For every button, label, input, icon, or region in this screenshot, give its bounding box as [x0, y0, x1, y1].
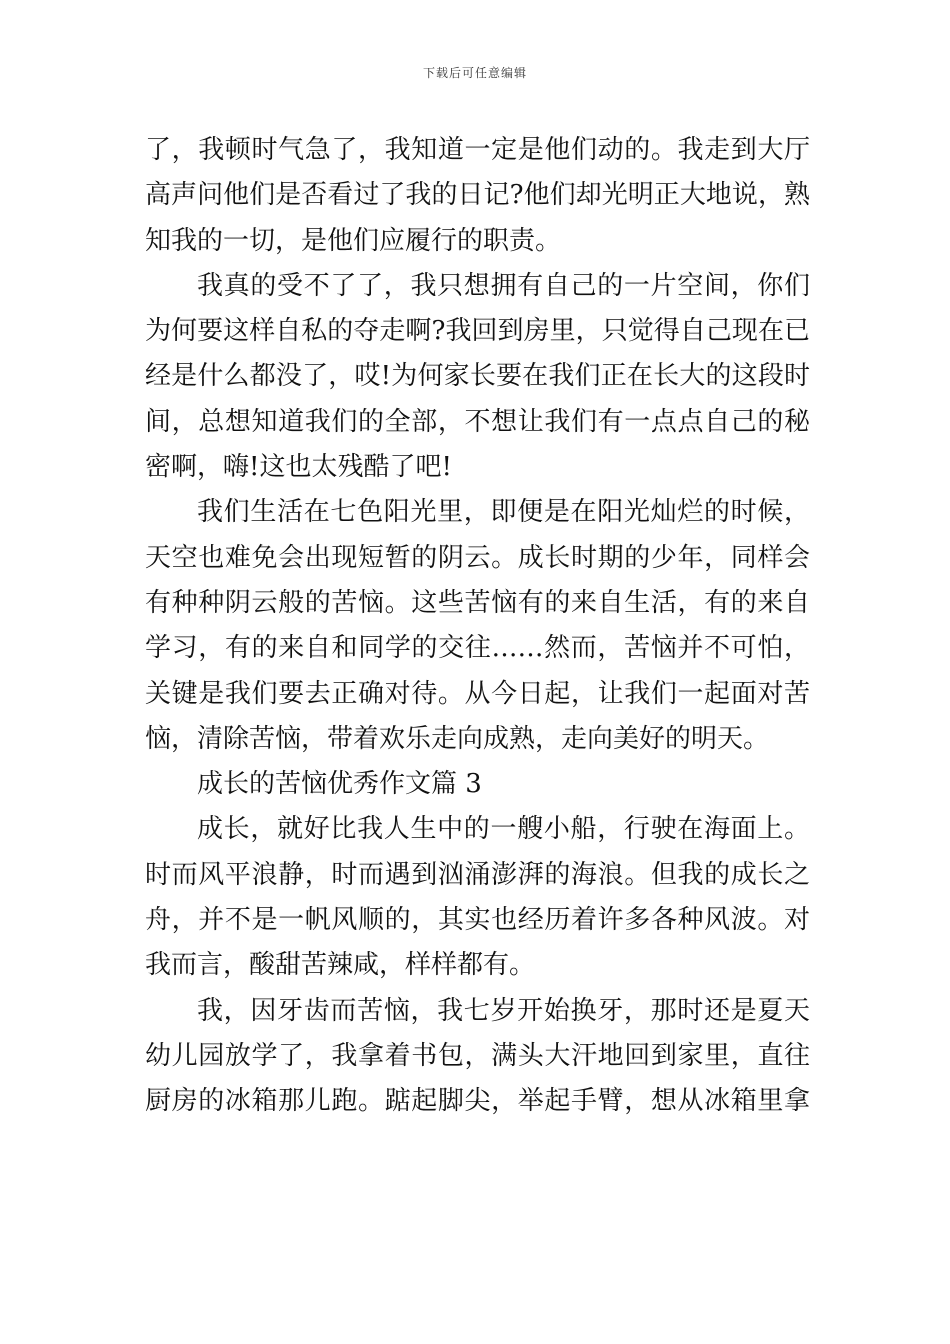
text-line: 学习，有的来自和同学的交往……然而，苦恼并不可怕，	[145, 633, 810, 664]
essay-body	[145, 128, 810, 1125]
text-line: 成长，就好比我人生中的一艘小船，行驶在海面上。	[197, 814, 810, 845]
text-line: 我而言，酸甜苦辣咸，样样都有。	[145, 950, 536, 981]
text-line: 幼儿园放学了，我拿着书包，满头大汗地回到家里，直往	[145, 1040, 810, 1071]
text-line: 高声问他们是否看过了我的日记?他们却光明正大地说，熟	[145, 180, 810, 211]
section-heading: 成长的苦恼优秀作文篇 3	[197, 769, 482, 800]
text-line: 我真的受不了了，我只想拥有自己的一片空间，你们	[197, 270, 810, 301]
text-line: 我们生活在七色阳光里，即便是在阳光灿烂的时候，	[197, 497, 810, 528]
text-line: 经是什么都没了，哎!为何家长要在我们正在长大的这段时	[145, 361, 810, 392]
text-line: 时而风平浪静，时而遇到汹涌澎湃的海浪。但我的成长之	[145, 859, 810, 890]
text-line: 有种种阴云般的苦恼。这些苦恼有的来自生活，有的来自	[145, 587, 810, 618]
text-line: 厨房的冰箱那儿跑。踮起脚尖，举起手臂，想从冰箱里拿	[145, 1086, 810, 1117]
text-line: 关键是我们要去正确对待。从今日起，让我们一起面对苦	[145, 678, 810, 709]
text-line: 知我的一切，是他们应履行的职责。	[145, 225, 562, 256]
text-line: 为何要这样自私的夺走啊?我回到房里，只觉得自己现在已	[145, 316, 810, 347]
text-line: 间，总想知道我们的全部，不想让我们有一点点自己的秘	[145, 406, 810, 437]
text-line: 了，我顿时气急了，我知道一定是他们动的。我走到大厅	[145, 135, 810, 165]
text-line: 天空也难免会出现短暂的阴云。成长时期的少年，同样会	[145, 542, 810, 573]
text-line: 恼，清除苦恼，带着欢乐走向成熟，走向美好的明天。	[145, 723, 770, 754]
download-note: 下载后可任意编辑	[422, 66, 527, 80]
text-line: 密啊，嗨!这也太残酷了吧!	[145, 452, 452, 483]
text-line: 我，因牙齿而苦恼，我七岁开始换牙，那时还是夏天	[197, 995, 810, 1026]
text-line: 舟，并不是一帆风顺的，其实也经历着许多各种风波。对	[145, 905, 810, 936]
